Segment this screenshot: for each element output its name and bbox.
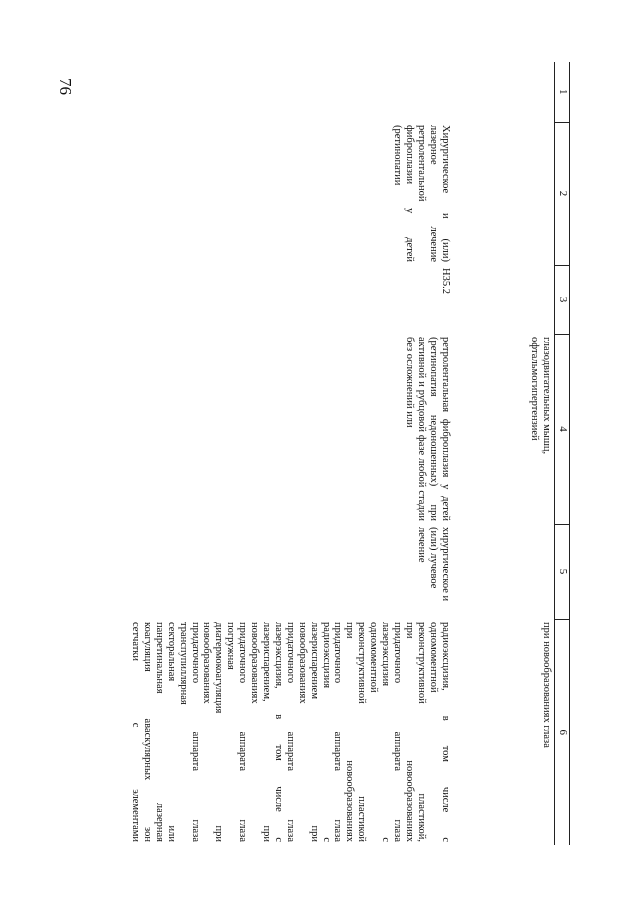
column-number-3: 3 bbox=[555, 265, 570, 334]
method-line: лазерэксцизия с bbox=[380, 622, 392, 842]
method-line: новообразованиях bbox=[296, 622, 308, 704]
method-line: коагуляция аваскулярных зон bbox=[141, 622, 153, 842]
column-number-1: 1 bbox=[555, 62, 570, 122]
column-number-2: 2 bbox=[555, 122, 570, 265]
page-number: 76 bbox=[56, 78, 75, 95]
column-number-5: 5 bbox=[555, 524, 570, 619]
method-line: одномоментной bbox=[427, 622, 439, 693]
table-row-retinopathy bbox=[127, 62, 452, 845]
method-line: реконструктивной пластикой, bbox=[415, 622, 427, 842]
table-header-row bbox=[555, 62, 570, 845]
table-row-continuation bbox=[453, 62, 555, 845]
medical-care-table bbox=[127, 62, 570, 845]
cell-icd-code: H35.2 bbox=[439, 268, 451, 294]
method-line: погружная bbox=[225, 622, 237, 670]
method-line: панретинальная лазерная bbox=[153, 622, 165, 842]
cell-diagnosis-continuation: глазодвигательных мышц, офтальмогипертензией bbox=[529, 337, 553, 455]
cell-patient-model: ретролентальная фиброплазия у детей (ретинопатия недоношенных) при активной и рубцовой фазе любой стадии без осложнений или bbox=[403, 337, 451, 521]
cell-treatment-methods bbox=[127, 619, 452, 845]
method-line: новообразованиях bbox=[201, 622, 213, 704]
column-number-4: 4 bbox=[555, 334, 570, 524]
method-line: одномоментной bbox=[368, 622, 380, 693]
column-number-6: 6 bbox=[555, 619, 570, 845]
method-line: придаточного аппарата глаза bbox=[237, 622, 249, 842]
method-line: лазерэксцизия, в том числе с bbox=[272, 622, 284, 842]
cell-5 bbox=[453, 524, 555, 619]
method-line: радиоэксцизия, в том числе с bbox=[439, 622, 451, 842]
method-line: придаточного аппарата глаза bbox=[391, 622, 403, 842]
method-line: придаточного аппарата глаза bbox=[284, 622, 296, 842]
method-line: секторальная или bbox=[165, 622, 177, 842]
method-line: при новообразованиях bbox=[403, 622, 415, 842]
treatment-methods-list bbox=[129, 622, 450, 842]
cell-2 bbox=[453, 122, 555, 265]
cell-3 bbox=[453, 265, 555, 334]
method-line: радиоэксцизия с bbox=[320, 622, 332, 842]
rotated-table-container bbox=[115, 62, 570, 845]
method-line: лазериспарением при bbox=[308, 622, 320, 842]
method-line: придаточного аппарата глаза bbox=[332, 622, 344, 842]
cell-1 bbox=[453, 62, 555, 122]
method-line: при новообразованиях bbox=[344, 622, 356, 842]
method-line: сетчатки с элементами bbox=[130, 622, 142, 842]
method-line: диатермокоагуляция при bbox=[213, 622, 225, 842]
cell-treatment-type: хирургическое и (или) лучевое лечение bbox=[415, 527, 451, 602]
method-line: новообразованиях bbox=[249, 622, 261, 704]
method-line: транспупиллярная bbox=[177, 622, 189, 705]
cell-row-number bbox=[127, 62, 452, 122]
method-line: реконструктивной пластикой bbox=[356, 622, 368, 842]
cell-care-type: Хирургическое и (или) лазерное лечение ретролентальной фиброплазии у детей (ретинопатии bbox=[391, 125, 451, 262]
method-line: лазериспарением, при bbox=[261, 622, 272, 842]
cell-method-continuation: при новообразованиях глаза bbox=[541, 622, 553, 748]
method-line: придаточного аппарата глаза bbox=[189, 622, 201, 842]
